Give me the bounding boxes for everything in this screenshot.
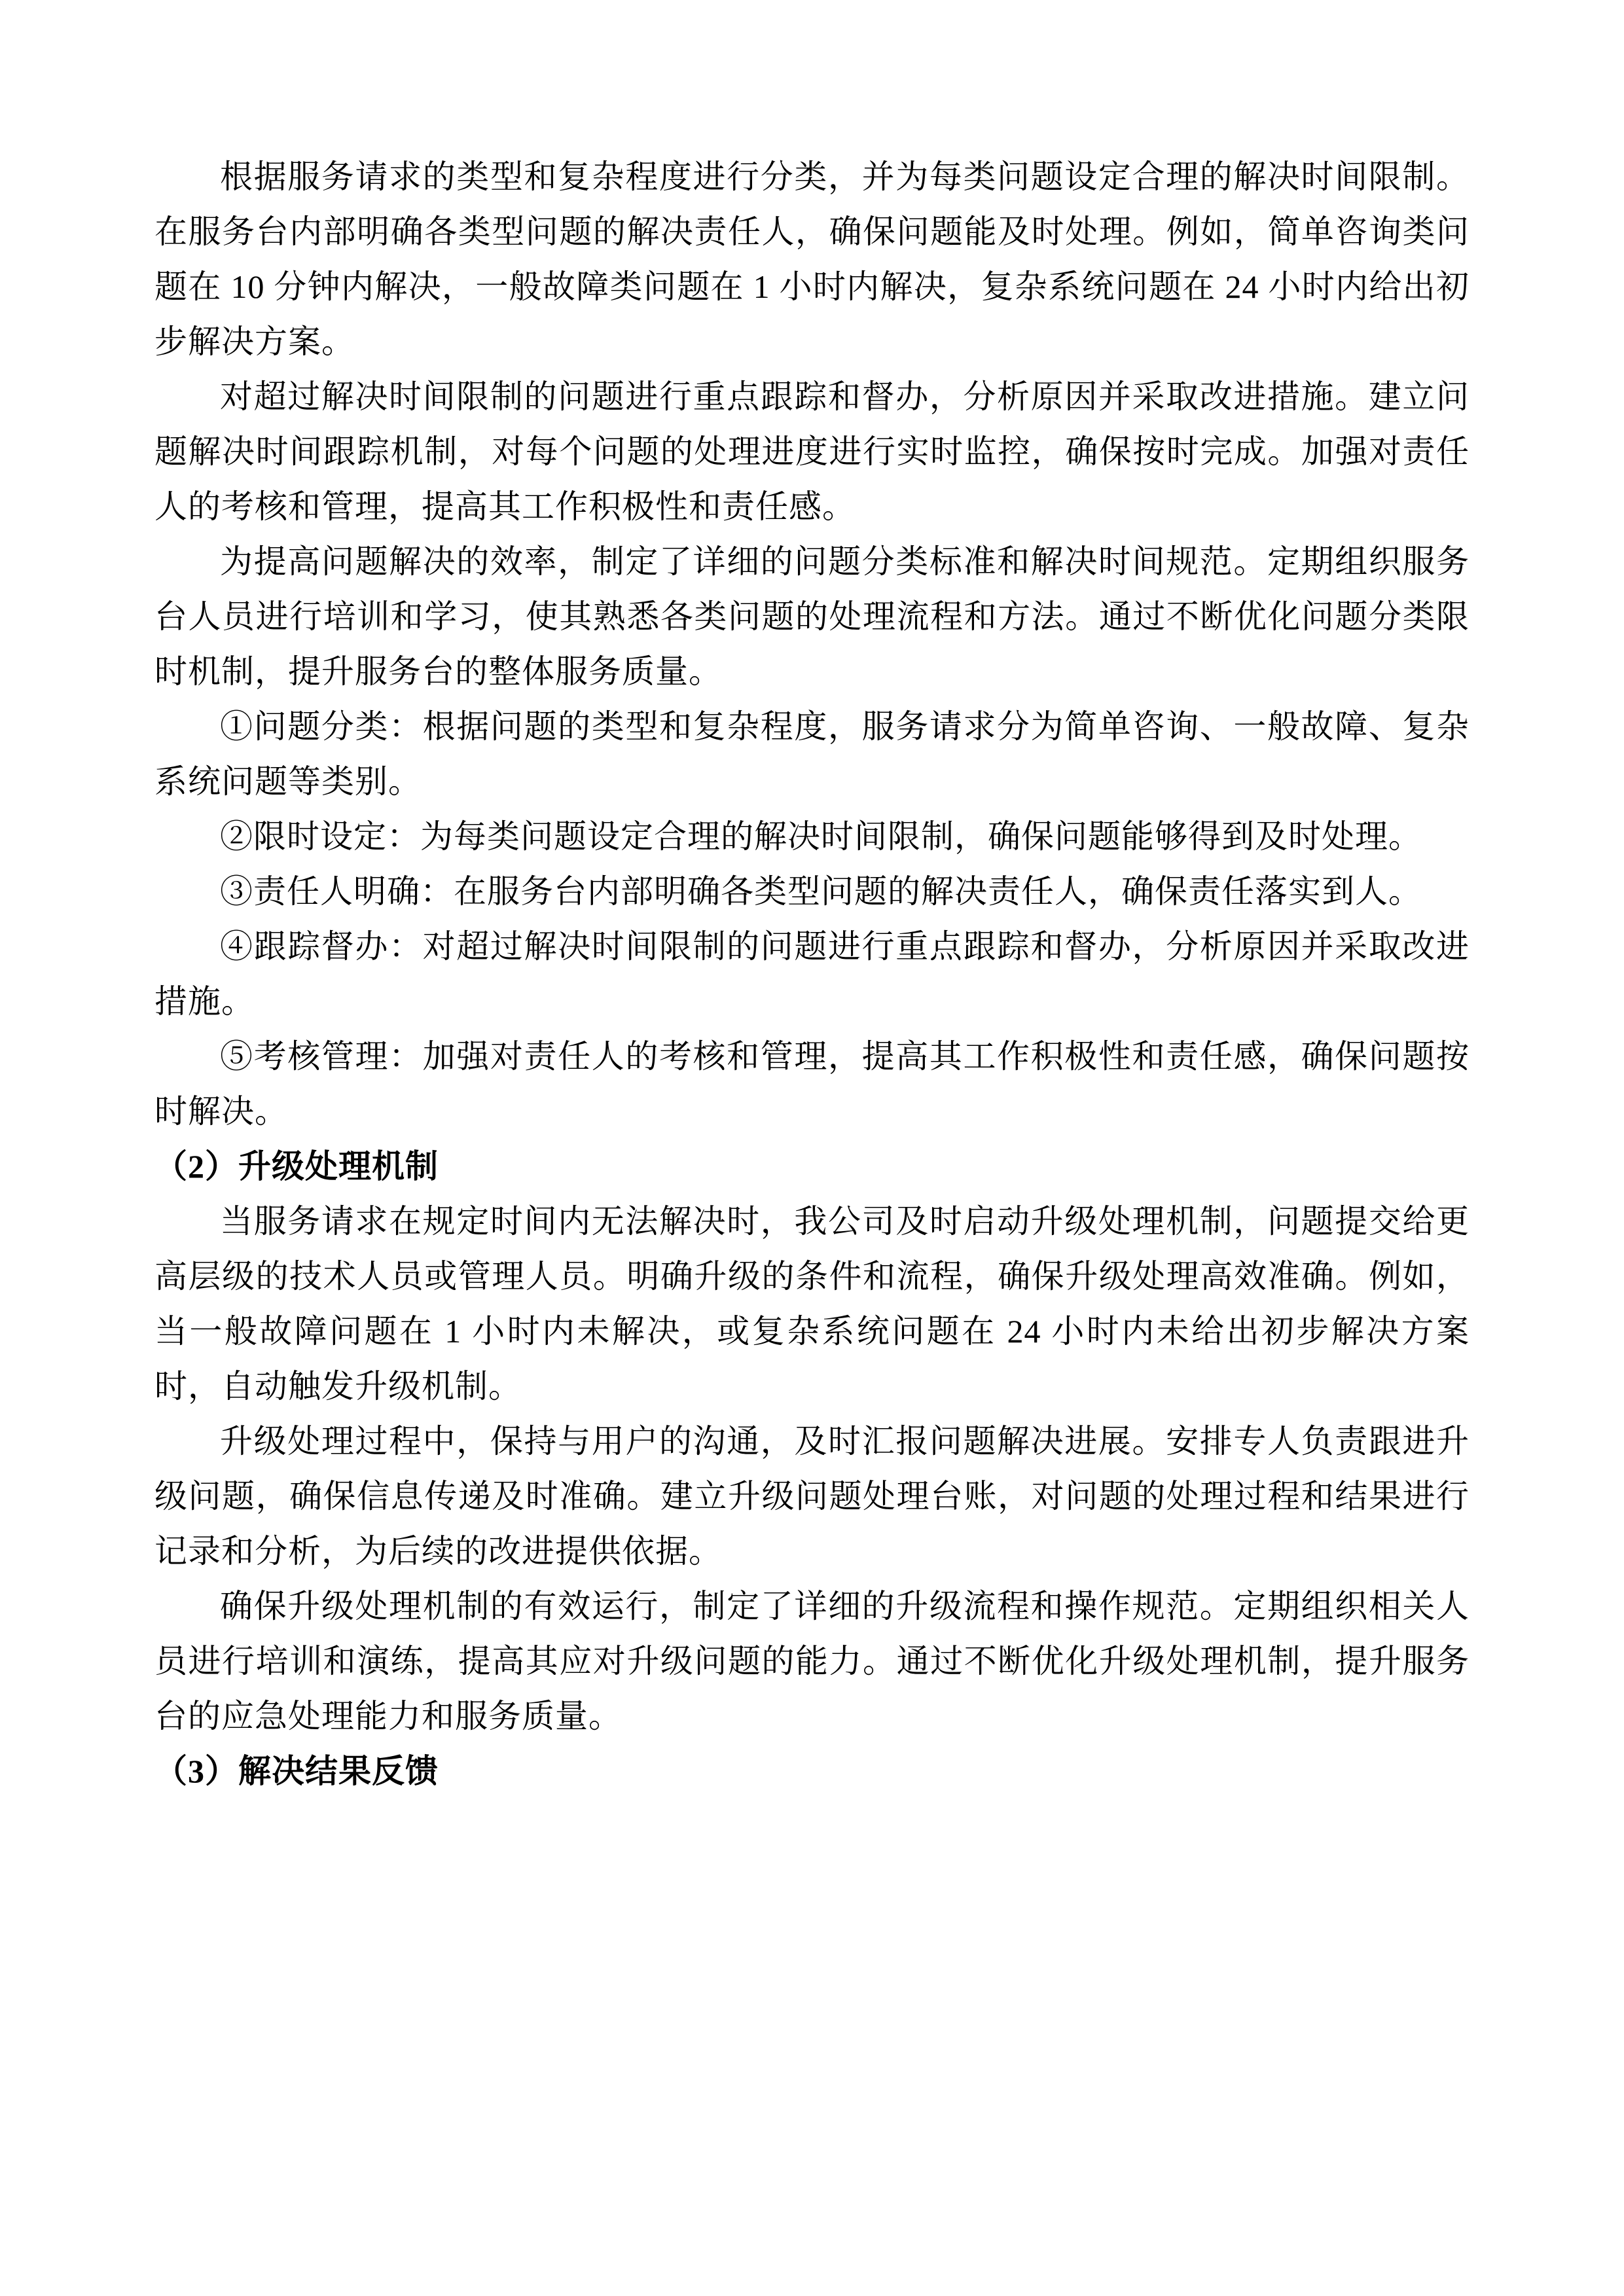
list-item-5: ⑤考核管理：加强对责任人的考核和管理，提高其工作积极性和责任感，确保问题按时解决。 [154,1038,1470,1130]
list-item-4: ④跟踪督办：对超过解决时间限制的问题进行重点跟踪和督办，分析原因并采取改进措施。 [154,928,1470,1020]
section-heading-upgrade-mechanism: （2）升级处理机制 [154,1148,439,1185]
paragraph: 根据服务请求的类型和复杂程度进行分类，并为每类问题设定合理的解决时间限制。在服务台内部明确各类型问题的解决责任人，确保问题能及时处理。例如，简单咨询类问题在 10 分钟内解决，一般故障类问题在 1 小时内解决，复杂系统问题在 24 小时内给出初步解决方案。 [154,158,1470,360]
list-item-2: ②限时设定：为每类问题设定合理的解决时间限制，确保问题能够得到及时处理。 [220,818,1422,855]
paragraph: 为提高问题解决的效率，制定了详细的问题分类标准和解决时间规范。定期组织服务台人员进行培训和学习，使其熟悉各类问题的处理流程和方法。通过不断优化问题分类限时机制，提升服务台的整体服务质量。 [154,543,1470,690]
paragraph: 当服务请求在规定时间内无法解决时，我公司及时启动升级处理机制，问题提交给更高层级的技术人员或管理人员。明确升级的条件和流程，确保升级处理高效准确。例如，当一般故障问题在 1 小时内未解决，或复杂系统问题在 24 小时内未给出初步解决方案时，自动触发升级机制。 [154,1203,1470,1405]
list-item-1: ①问题分类：根据问题的类型和复杂程度，服务请求分为简单咨询、一般故障、复杂系统问题等类别。 [154,708,1470,800]
section-heading-result-feedback: （3）解决结果反馈 [154,1753,439,1789]
paragraph: 升级处理过程中，保持与用户的沟通，及时汇报问题解决进展。安排专人负责跟进升级问题，确保信息传递及时准确。建立升级问题处理台账，对问题的处理过程和结果进行记录和分析，为后续的改进提供依据。 [154,1423,1470,1570]
paragraph: 确保升级处理机制的有效运行，制定了详细的升级流程和操作规范。定期组织相关人员进行培训和演练，提高其应对升级问题的能力。通过不断优化升级处理机制，提升服务台的应急处理能力和服务质量。 [154,1588,1470,1734]
list-item-3: ③责任人明确：在服务台内部明确各类型问题的解决责任人，确保责任落实到人。 [220,873,1422,910]
paragraph: 对超过解决时间限制的问题进行重点跟踪和督办，分析原因并采取改进措施。建立问题解决时间跟踪机制，对每个问题的处理进度进行实时监控，确保按时完成。加强对责任人的考核和管理，提高其工作积极性和责任感。 [154,378,1470,525]
